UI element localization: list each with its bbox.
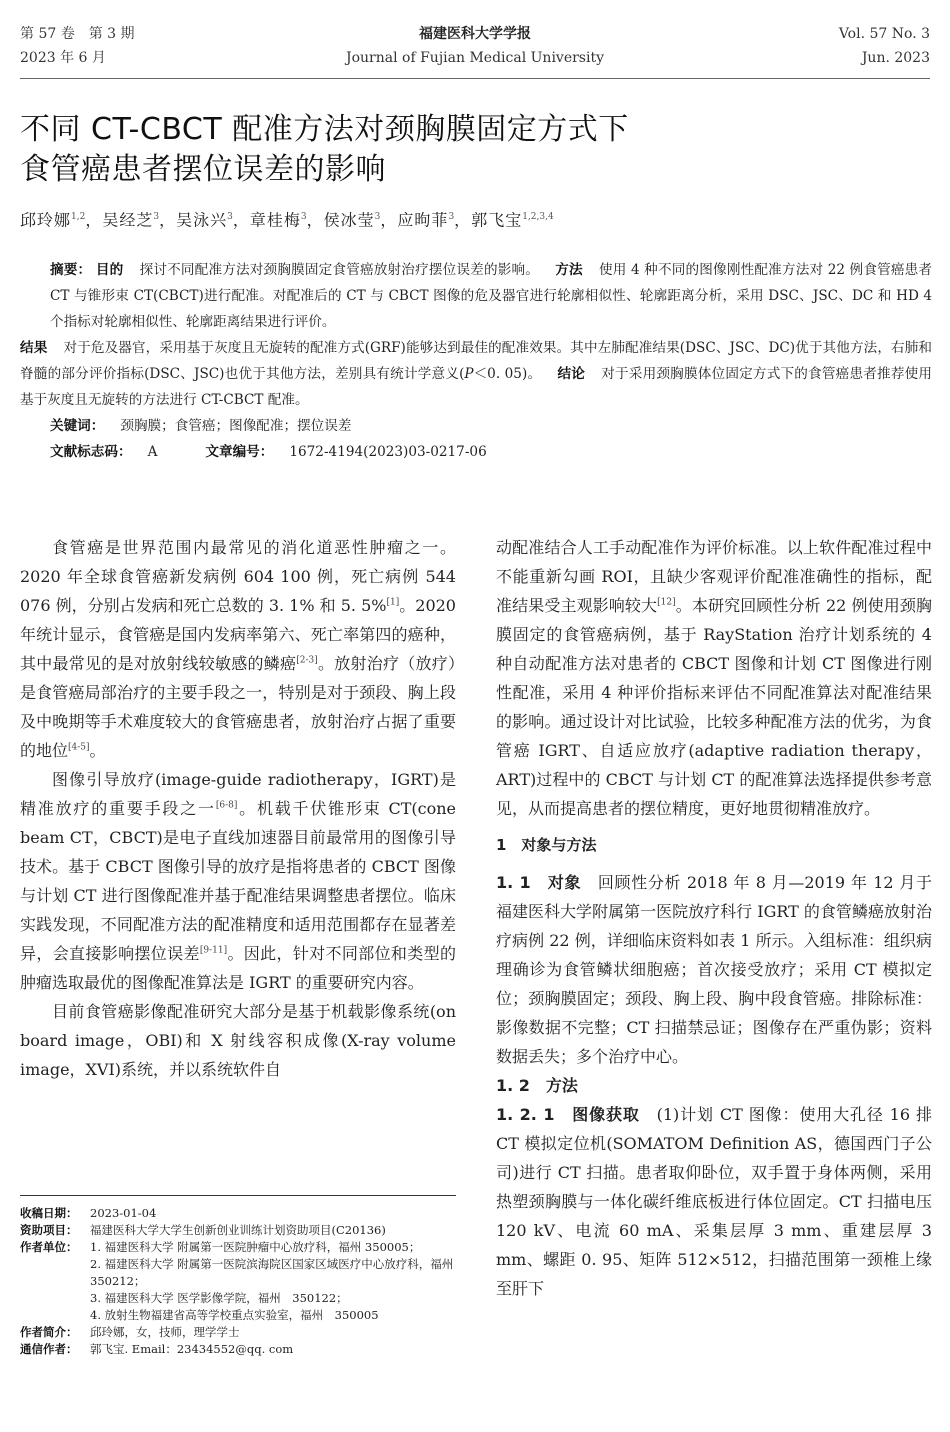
body-text: 。因此，针对不同部位和类型的肿瘤选取最优的图像配准算法是 IGRT 的重要研究内容。 <box>20 944 456 992</box>
body-text: 。机载千伏锥形束 CT(cone beam CT，CBCT)是电子直线加速器目前最常用的图像引导技术。基于 CBCT 图像引导的放疗是指将患者的 CBCT 图像与计划 CT 进行图像配准并基于配准结果调整患者摆位。临床实践发现，不同配准方法的配准精度和适用范围都存在显著差异，会直接影响摆位误差 <box>20 799 456 963</box>
subsection-heading: 1. 1 对象 <box>496 873 582 892</box>
fund-text: 福建医科大学大学生创新创业训练计划资助项目(C20136) <box>90 1223 386 1237</box>
header-divider <box>20 78 930 79</box>
received-date: 2023-01-04 <box>90 1206 157 1220</box>
author-name: 郭飞宝 <box>471 210 523 230</box>
citation-ref: [1] <box>386 597 400 608</box>
result-text-end: ＜0. 05)。 <box>473 366 542 382</box>
article-number-value: 1672-4194(2023)03-0217-06 <box>289 444 487 460</box>
keywords-label: 关键词： <box>50 418 105 434</box>
citation-ref: [12] <box>657 597 676 608</box>
body-text: (1)计划 CT 图像：使用大孔径 16 排 CT 模拟定位机(SOMATOM Definition AS，德国西门子公司)进行 CT 扫描。患者取仰卧位，双手置于身体两侧，采用热塑颈胸膜与一体化碳纤维底板进行体位固定。CT 扫描电压 120 kV、电流 60 mA、采集层厚 3 mm、重建层厚 3 mm、螺距 0. 95、矩阵 512×512，扫描范围第一颈椎上缘至肝下 <box>496 1105 932 1298</box>
affiliation-item: 2. 福建医科大学 附属第一医院滨海院区国家区域医疗中心放疗科，福州 350212； <box>90 1257 465 1288</box>
fund-row <box>20 1222 456 1239</box>
body-column-right <box>496 533 932 1303</box>
subsection-heading: 1. 2. 1 图像获取 <box>496 1105 640 1124</box>
body-paragraph <box>496 868 932 1071</box>
body-paragraph <box>496 1100 932 1303</box>
title-line-1: 不同 CT-CBCT 配准方法对颈胸膜固定方式下 <box>20 112 629 147</box>
bio-label: 作者简介： <box>20 1325 78 1339</box>
body-text: 图像引导放疗(image-guide radiotherapy，IGRT)是精准放疗的重要手段之一 <box>20 770 456 818</box>
body-paragraph <box>496 1071 932 1100</box>
citation-ref: [6-8] <box>215 800 238 811</box>
body-text: 目前食管癌影像配准研究大部分是基于机载影像系统(on board image，OBI)和 X 射线容积成像(X-ray volume image，XVI)系统，并以系统软件自 <box>20 1002 456 1079</box>
body-text: 。本研究回顾性分析 22 例使用颈胸膜固定的食管癌病例，基于 RayStation 治疗计划系统的 4 种自动配准方法对患者的 CBCT 图像和计划 CT 图像进行刚性配准，采用 4 种评价指标来评估不同配准算法对配准结果的影响。通过设计对比试验，比较多种配准方法的优劣，为食管癌 IGRT、自适应放疗(adaptive radiation therapy，ART)过程中的 CBCT 与计划 CT 的配准算法选择提供参考意见，从而提高患者的摆位精度，更好地贯彻精准放疗。 <box>496 596 932 818</box>
bio-text: 邱玲娜，女，技师，理学学士 <box>90 1325 240 1339</box>
affiliation-item: 1. 福建医科大学 附属第一医院肿瘤中心放疗科，福州 350005； <box>90 1240 421 1254</box>
author-affiliation-sup: 1,2 <box>71 212 86 222</box>
author-separator: ， <box>454 210 472 230</box>
author-list <box>20 205 920 232</box>
author-affiliation-sup: 3 <box>300 212 307 222</box>
abstract-block <box>20 257 932 465</box>
corresponding-text: 郭飞宝. Email：23434552@qq. com <box>90 1342 294 1356</box>
volume-number-en: Vol. 57 No. 3 <box>838 26 930 42</box>
article-title <box>20 110 920 190</box>
citation-ref: [9-11] <box>199 945 228 956</box>
body-text: 动配准结合人工手动配准作为评价标准。以上软件配准过程中不能重新勾画 ROI，且缺少客观评价配准准确性的指标，配准结果受主观影响较大 <box>496 538 932 615</box>
publication-date-cn: 2023 年 6 月 <box>20 50 106 66</box>
body-paragraph <box>20 533 456 765</box>
author-name: 邱玲娜 <box>20 210 72 230</box>
result-text: 对于危及器官，采用基于灰度且无旋转的配准方式(GRF)能够达到最佳的配准效果。其中左肺配准结果(DSC、JSC、DC)优于其他方法，右肺和脊髓的部分评价指标(DSC、JSC)也优于其他方法，差别具有统计学意义( <box>20 340 933 382</box>
result-label: 结果 <box>20 340 48 356</box>
author-affiliation-sup: 3 <box>227 212 233 222</box>
doc-code-label: 文献标志码： <box>50 444 132 460</box>
fund-label: 资助项目： <box>20 1223 78 1237</box>
citation-ref: [2-3] <box>296 655 318 666</box>
volume-issue: 第 57 卷 第 3 期 <box>20 26 135 42</box>
author-name: 吴经芝 <box>102 210 154 230</box>
author-name: 章桂梅 <box>249 210 301 230</box>
author-affiliation-sup: 1,2,3,4 <box>522 212 554 222</box>
method-label: 方法 <box>555 262 583 278</box>
purpose-label: 目的 <box>95 262 124 278</box>
received-label: 收稿日期： <box>20 1206 78 1220</box>
affiliation-row <box>20 1239 465 1324</box>
footnote-block <box>20 1205 465 1358</box>
author-name: 侯冰莹 <box>323 210 375 230</box>
conclusion-label: 结论 <box>557 366 586 382</box>
body-text: 。放射治疗（放疗）是食管癌局部治疗的主要手段之一，特别是对于颈段、胸上段及中晚期等手术难度较大的食管癌患者，放射治疗占据了重要的地位 <box>20 654 456 760</box>
affiliation-item: 3. 福建医科大学 医学影像学院，福州 350122； <box>90 1291 348 1305</box>
subsection-heading: 1. 2 方法 <box>496 1076 578 1095</box>
affiliation-item: 4. 放射生物福建省高等学校重点实验室，福州 350005 <box>90 1308 379 1322</box>
doc-code-value: A <box>147 444 158 460</box>
header-center <box>0 22 950 70</box>
author-affiliation-sup: 3 <box>153 212 160 222</box>
author-separator: ， <box>159 210 177 230</box>
received-row <box>20 1205 456 1222</box>
body-paragraph <box>20 765 456 997</box>
body-paragraph <box>496 533 932 823</box>
purpose-text: 探讨不同配准方法对颈胸膜固定食管癌放射治疗摆位误差的影响。 <box>139 262 540 278</box>
keywords-text: 颈胸膜；食管癌；图像配准；摆位误差 <box>120 418 352 434</box>
abstract-label: 摘要： <box>50 262 92 278</box>
body-text: 回顾性分析 2018 年 8 月—2019 年 12 月于福建医科大学附属第一医院放疗科行 IGRT 的食管鳞癌放射治疗病例 22 例，详细临床资料如表 1 所示。入组标准：组织病理确诊为食管鳞状细胞癌；首次接受放疗；采用 CT 模拟定位；颈胸膜固定；颈段、胸上段、胸中段食管癌。排除标准：影像数据不完整；CT 扫描禁忌证；图像存在严重伪影；资料数据丢失；多个治疗中心。 <box>496 873 932 1066</box>
section-heading <box>496 831 932 860</box>
citation-ref: [4-5] <box>68 742 90 753</box>
author-separator: ， <box>232 210 250 230</box>
author-affiliation-sup: 3 <box>374 212 381 222</box>
journal-name-cn: 福建医科大学学报 <box>419 26 531 42</box>
corresponding-row <box>20 1341 456 1358</box>
body-text: 食管癌是世界范围内最常见的消化道恶性肿瘤之一。2020 年全球食管癌新发病例 604 100 例，死亡病例 544 076 例，分别占发病和死亡总数的 3. 1% 和 5. 5% <box>20 538 456 615</box>
body-text: 1 对象与方法 <box>496 836 597 854</box>
conclusion-text: 对于采用颈胸膜体位固定方式下的食管癌患者推荐使用基于灰度且无旋转的方法进行 CT-CBCT 配准。 <box>20 366 932 408</box>
author-separator: ， <box>380 210 398 230</box>
title-line-2: 食管癌患者摆位误差的影响 <box>20 152 386 187</box>
affiliation-label: 作者单位： <box>20 1240 78 1254</box>
publication-date-en: Jun. 2023 <box>861 50 930 66</box>
bio-row <box>20 1324 456 1341</box>
body-column-left <box>20 533 456 1084</box>
author-name: 应昫菲 <box>397 210 449 230</box>
journal-name-en: Journal of Fujian Medical University <box>345 50 604 66</box>
author-separator: ， <box>85 210 103 230</box>
author-name: 吴泳兴 <box>176 210 228 230</box>
article-number-label: 文章编号： <box>205 444 274 460</box>
author-affiliation-sup: 3 <box>448 212 455 222</box>
body-text: 。2020 年统计显示，食管癌是国内发病率第六、死亡率第四的癌种，其中最常见的是对放射线较敏感的鳞癌 <box>20 596 456 673</box>
corresponding-label: 通信作者： <box>20 1342 78 1356</box>
author-separator: ， <box>306 210 324 230</box>
body-text: 。 <box>89 741 106 760</box>
affiliation-list <box>90 1239 465 1324</box>
footnote-divider <box>20 1195 456 1196</box>
header-right <box>839 22 930 70</box>
body-paragraph <box>20 997 456 1084</box>
method-text: 使用 4 种不同的图像刚性配准方法对 22 例食管癌患者 CT 与锥形束 CT(CBCT)进行配准。对配准后的 CT 与 CBCT 图像的危及器官进行轮廓相似性、轮廓距离分析，采用 DSC、JSC、DC 和 HD 4 个指标对轮廓相似性、轮廓距离结果进行评价。 <box>50 262 933 330</box>
p-value-symbol: P <box>464 366 474 382</box>
